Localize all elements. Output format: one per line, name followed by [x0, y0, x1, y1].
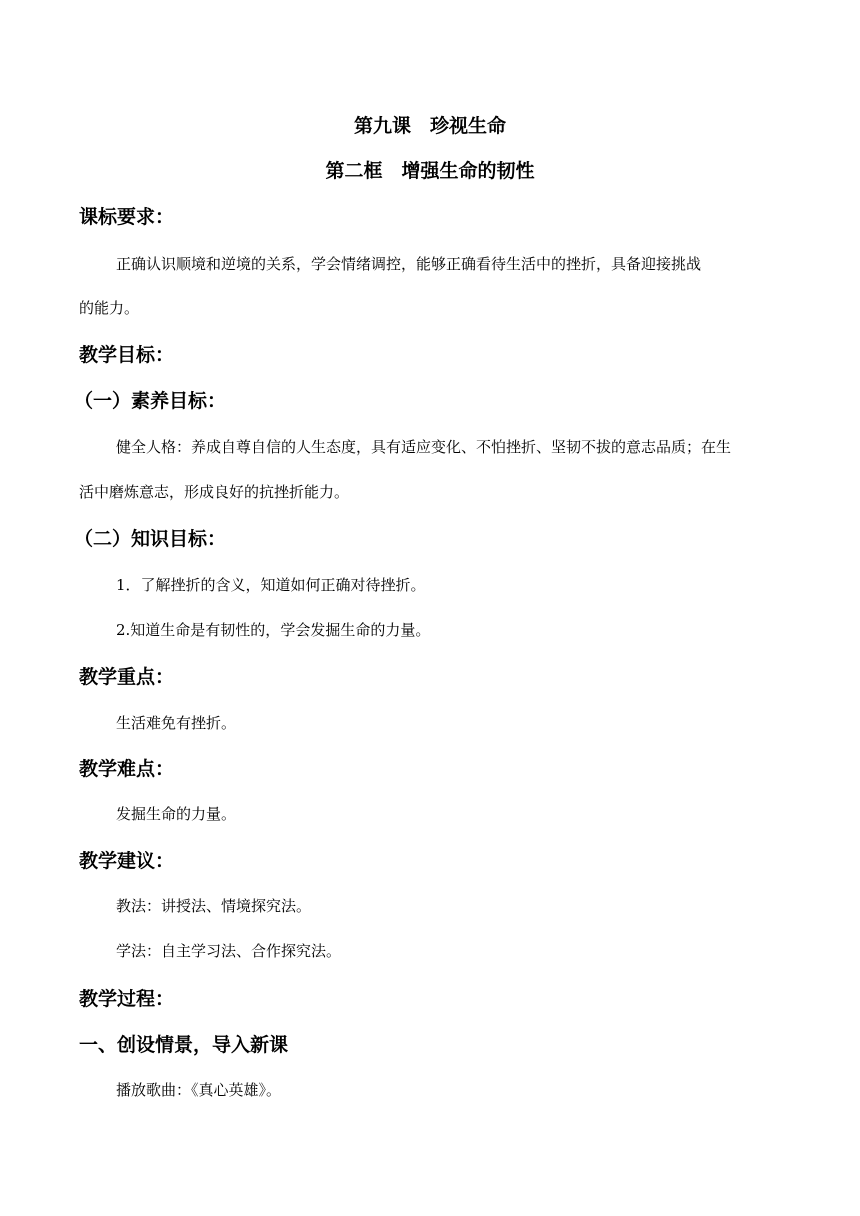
heading-key-points: 教学重点：: [79, 666, 175, 688]
section-title: 第二框 增强生命的韧性: [325, 160, 535, 182]
heading-knowledge-objectives: （二）知识目标：: [74, 528, 227, 550]
heading-objectives: 教学目标：: [79, 344, 175, 366]
knowledge-item-2: 2.知道生命是有韧性的，学会发掘生命的力量。: [116, 621, 431, 639]
difficulties-text: 发掘生命的力量。: [116, 805, 237, 823]
heading-suggestions: 教学建议：: [79, 850, 175, 872]
heading-literacy-objectives: （一）素养目标：: [74, 390, 227, 412]
literacy-text-line2: 活中磨炼意志，形成良好的抗挫折能力。: [79, 483, 350, 501]
literacy-text-line1: 健全人格：养成自尊自信的人生态度，具有适应变化、不怕挫折、坚韧不拔的意志品质；在生: [116, 438, 732, 456]
key-points-text: 生活难免有挫折。: [116, 714, 237, 732]
curriculum-text-line2: 的能力。: [79, 299, 140, 317]
heading-step-1: 一、创设情景，导入新课: [79, 1034, 289, 1056]
learning-method-text: 学法：自主学习法、合作探究法。: [116, 942, 342, 960]
lesson-title: 第九课 珍视生命: [353, 115, 506, 137]
teaching-method-text: 教法：讲授法、情境探究法。: [116, 897, 312, 915]
step-1-text: 播放歌曲：《真心英雄》。: [116, 1081, 282, 1099]
knowledge-item-1: 1．了解挫折的含义，知道如何正确对待挫折。: [116, 576, 426, 594]
heading-process: 教学过程：: [79, 988, 175, 1010]
heading-curriculum: 课标要求：: [79, 206, 175, 228]
curriculum-text-line1: 正确认识顺境和逆境的关系，学会情绪调控，能够正确看待生活中的挫折，具备迎接挑战: [116, 255, 702, 273]
heading-difficulties: 教学难点：: [79, 758, 175, 780]
